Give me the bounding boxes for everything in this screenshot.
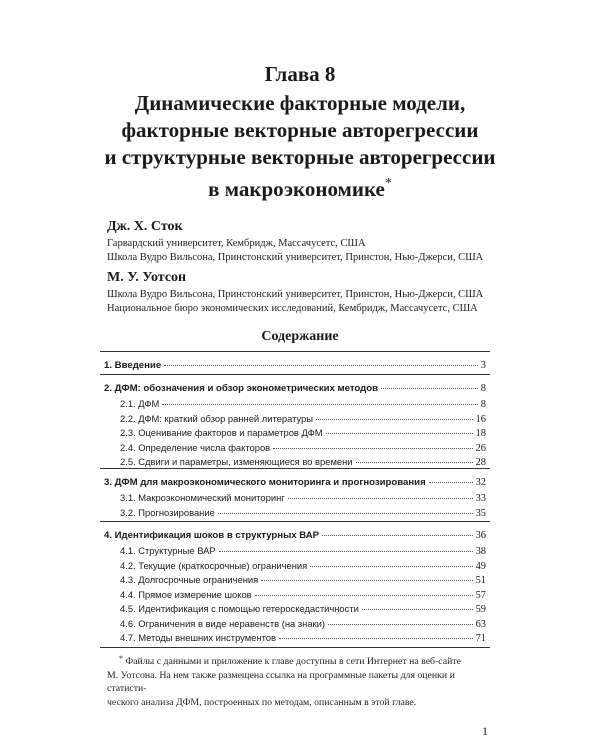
- toc-subsection-page: 59: [475, 604, 486, 615]
- toc-subsection-page: 28: [475, 457, 486, 468]
- toc-leader-dots: [429, 482, 473, 483]
- toc-section-page: 32: [475, 477, 486, 488]
- toc-section-label: 3. ДФМ для макроэкономического мониторинга и прогнозирования: [104, 477, 426, 488]
- toc-leader-dots: [362, 609, 473, 610]
- footnote-marker: *: [119, 654, 123, 663]
- toc-subsection-label: 4.7. Методы внешних инструментов: [120, 632, 276, 643]
- toc-subsection-page: 38: [475, 546, 486, 557]
- toc-subsection-label: 2.4. Определение числа факторов: [120, 441, 271, 453]
- toc-section-label: 2. ДФМ: обозначения и обзор эконометрических методов: [104, 383, 378, 394]
- toc-subsection-page: 57: [475, 589, 486, 601]
- toc-subsection-page: 26: [475, 442, 486, 454]
- toc-subsection-label: 4.1. Структурные ВАР: [120, 545, 216, 556]
- toc-subsection-row: [120, 426, 486, 440]
- toc-section-page: 3: [480, 360, 486, 371]
- toc-leader-dots: [326, 433, 473, 434]
- toc-section-label: 1. Введение: [104, 360, 162, 371]
- footnote-line-2: М. Уотсона. На нем также размещена ссылка на программные пакеты для оценки и статисти-: [107, 669, 455, 694]
- toc-subsection-page: 63: [475, 618, 486, 630]
- toc-section-rule: [100, 521, 490, 522]
- toc-section-page: 8: [480, 383, 486, 394]
- author-2-affiliation-2: Национальное бюро экономических исследований, Кембридж, Массачусетс, США: [107, 303, 478, 314]
- page-number: 1: [482, 724, 488, 738]
- toc-subsection-label: 4.6. Ограничения в виде неравенств (на знаки): [120, 617, 326, 629]
- footnote-rule: [100, 647, 490, 648]
- footnote-line-1-text: Файлы с данными и приложение к главе доступны в сети Интернет на веб-сайте: [125, 656, 461, 667]
- toc-subsection-row: [120, 506, 486, 520]
- toc-subsection-label: 2.2. ДФМ: краткий обзор ранней литературы: [120, 412, 314, 424]
- toc-top-rule: [100, 351, 490, 352]
- toc-subsection-row: [120, 588, 486, 602]
- toc-section-rule: [100, 374, 490, 375]
- toc-subsection-row: [120, 573, 486, 587]
- chapter-title-line-4-text: в макроэкономике: [208, 177, 385, 201]
- toc-section-row: [104, 359, 486, 373]
- toc-subsection-label: 4.3. Долгосрочные ограничения: [120, 574, 259, 585]
- chapter-title-line-1: Динамические факторные модели,: [134, 91, 466, 115]
- toc-leader-dots: [381, 388, 478, 389]
- toc-subsection-page: 51: [475, 575, 486, 586]
- toc-leader-dots: [218, 513, 473, 514]
- toc-title: Содержание: [261, 329, 339, 344]
- author-1-affiliation-1: Гарвардский университет, Кембридж, Массачусетс, США: [107, 238, 366, 249]
- toc-subsection-page: 35: [475, 507, 486, 519]
- toc-section-rule: [100, 468, 490, 469]
- toc-section-row: [104, 382, 486, 396]
- toc-subsection-label: 2.5. Сдвиги и параметры, изменяющиеся во времени: [120, 456, 353, 467]
- toc-section-row: [104, 529, 486, 543]
- toc-subsection-page: 71: [475, 633, 486, 644]
- footnote-line-1: [107, 652, 487, 669]
- toc-leader-dots: [328, 624, 473, 625]
- toc-subsection-label: 4.2. Текущие (краткосрочные) ограничения: [120, 559, 308, 571]
- chapter-title-line-4: [0, 170, 600, 203]
- toc-section-label: 4. Идентификация шоков в структурных ВАР: [104, 530, 320, 541]
- toc-subsection-label: 4.5. Идентификация с помощью гетероскедастичности: [120, 603, 359, 614]
- footnote-line-3: ческого анализа ДФМ, построенных по методам, описанным в этой главе.: [107, 696, 417, 708]
- toc-subsection-page: 16: [475, 413, 486, 425]
- toc-subsection-label: 3.2. Прогнозирование: [120, 506, 215, 518]
- toc-leader-dots: [162, 404, 477, 405]
- toc-leader-dots: [273, 448, 472, 449]
- title-footnote-marker: *: [384, 176, 392, 191]
- toc-subsection-row: [120, 455, 486, 469]
- chapter-number: Глава 8: [264, 62, 336, 86]
- toc-leader-dots: [322, 535, 473, 536]
- toc-subsection-label: 3.1. Макроэкономический мониторинг: [120, 492, 285, 503]
- toc-leader-dots: [219, 551, 473, 552]
- toc-subsection-row: [120, 412, 486, 426]
- toc-subsection-row: [120, 602, 486, 616]
- toc-subsection-row: [120, 397, 486, 411]
- toc-subsection-row: [120, 491, 486, 505]
- toc-section-row: [104, 476, 486, 490]
- author-2-affiliation-1: Школа Вудро Вильсона, Принстонский университет, Принстон, Нью-Джерси, США: [107, 289, 484, 300]
- toc-leader-dots: [279, 638, 473, 639]
- toc-subsection-page: 33: [475, 493, 486, 504]
- toc-section-page: 36: [475, 530, 486, 541]
- toc-subsection-row: [120, 631, 486, 645]
- toc-subsection-row: [120, 559, 486, 573]
- toc-leader-dots: [255, 595, 473, 596]
- toc-subsection-label: 4.4. Прямое измерение шоков: [120, 588, 252, 600]
- toc-leader-dots: [164, 365, 478, 366]
- toc-subsection-page: 8: [480, 399, 486, 410]
- toc-subsection-page: 49: [475, 560, 486, 572]
- toc-leader-dots: [310, 566, 472, 567]
- footnote: [107, 652, 487, 709]
- author-name-2: М. У. Уотсон: [107, 270, 187, 285]
- chapter-title-line-2: факторные векторные авторегрессии: [121, 118, 479, 142]
- toc-subsection-row: [120, 617, 486, 631]
- toc-subsection-label: 2.1. ДФМ: [120, 398, 160, 409]
- toc-leader-dots: [261, 580, 472, 581]
- toc-subsection-label: 2.3. Оценивание факторов и параметров ДФМ: [120, 427, 323, 438]
- toc-subsection-row: [120, 441, 486, 455]
- author-1-affiliation-2: Школа Вудро Вильсона, Принстонский университет, Принстон, Нью-Джерси, США: [107, 252, 484, 263]
- toc-leader-dots: [316, 419, 473, 420]
- chapter-title-line-3: и структурные векторные авторегрессии: [104, 145, 496, 169]
- author-name-1: Дж. Х. Сток: [107, 219, 183, 234]
- toc-leader-dots: [356, 462, 473, 463]
- toc-leader-dots: [288, 498, 473, 499]
- toc-subsection-row: [120, 544, 486, 558]
- toc-subsection-page: 18: [475, 428, 486, 439]
